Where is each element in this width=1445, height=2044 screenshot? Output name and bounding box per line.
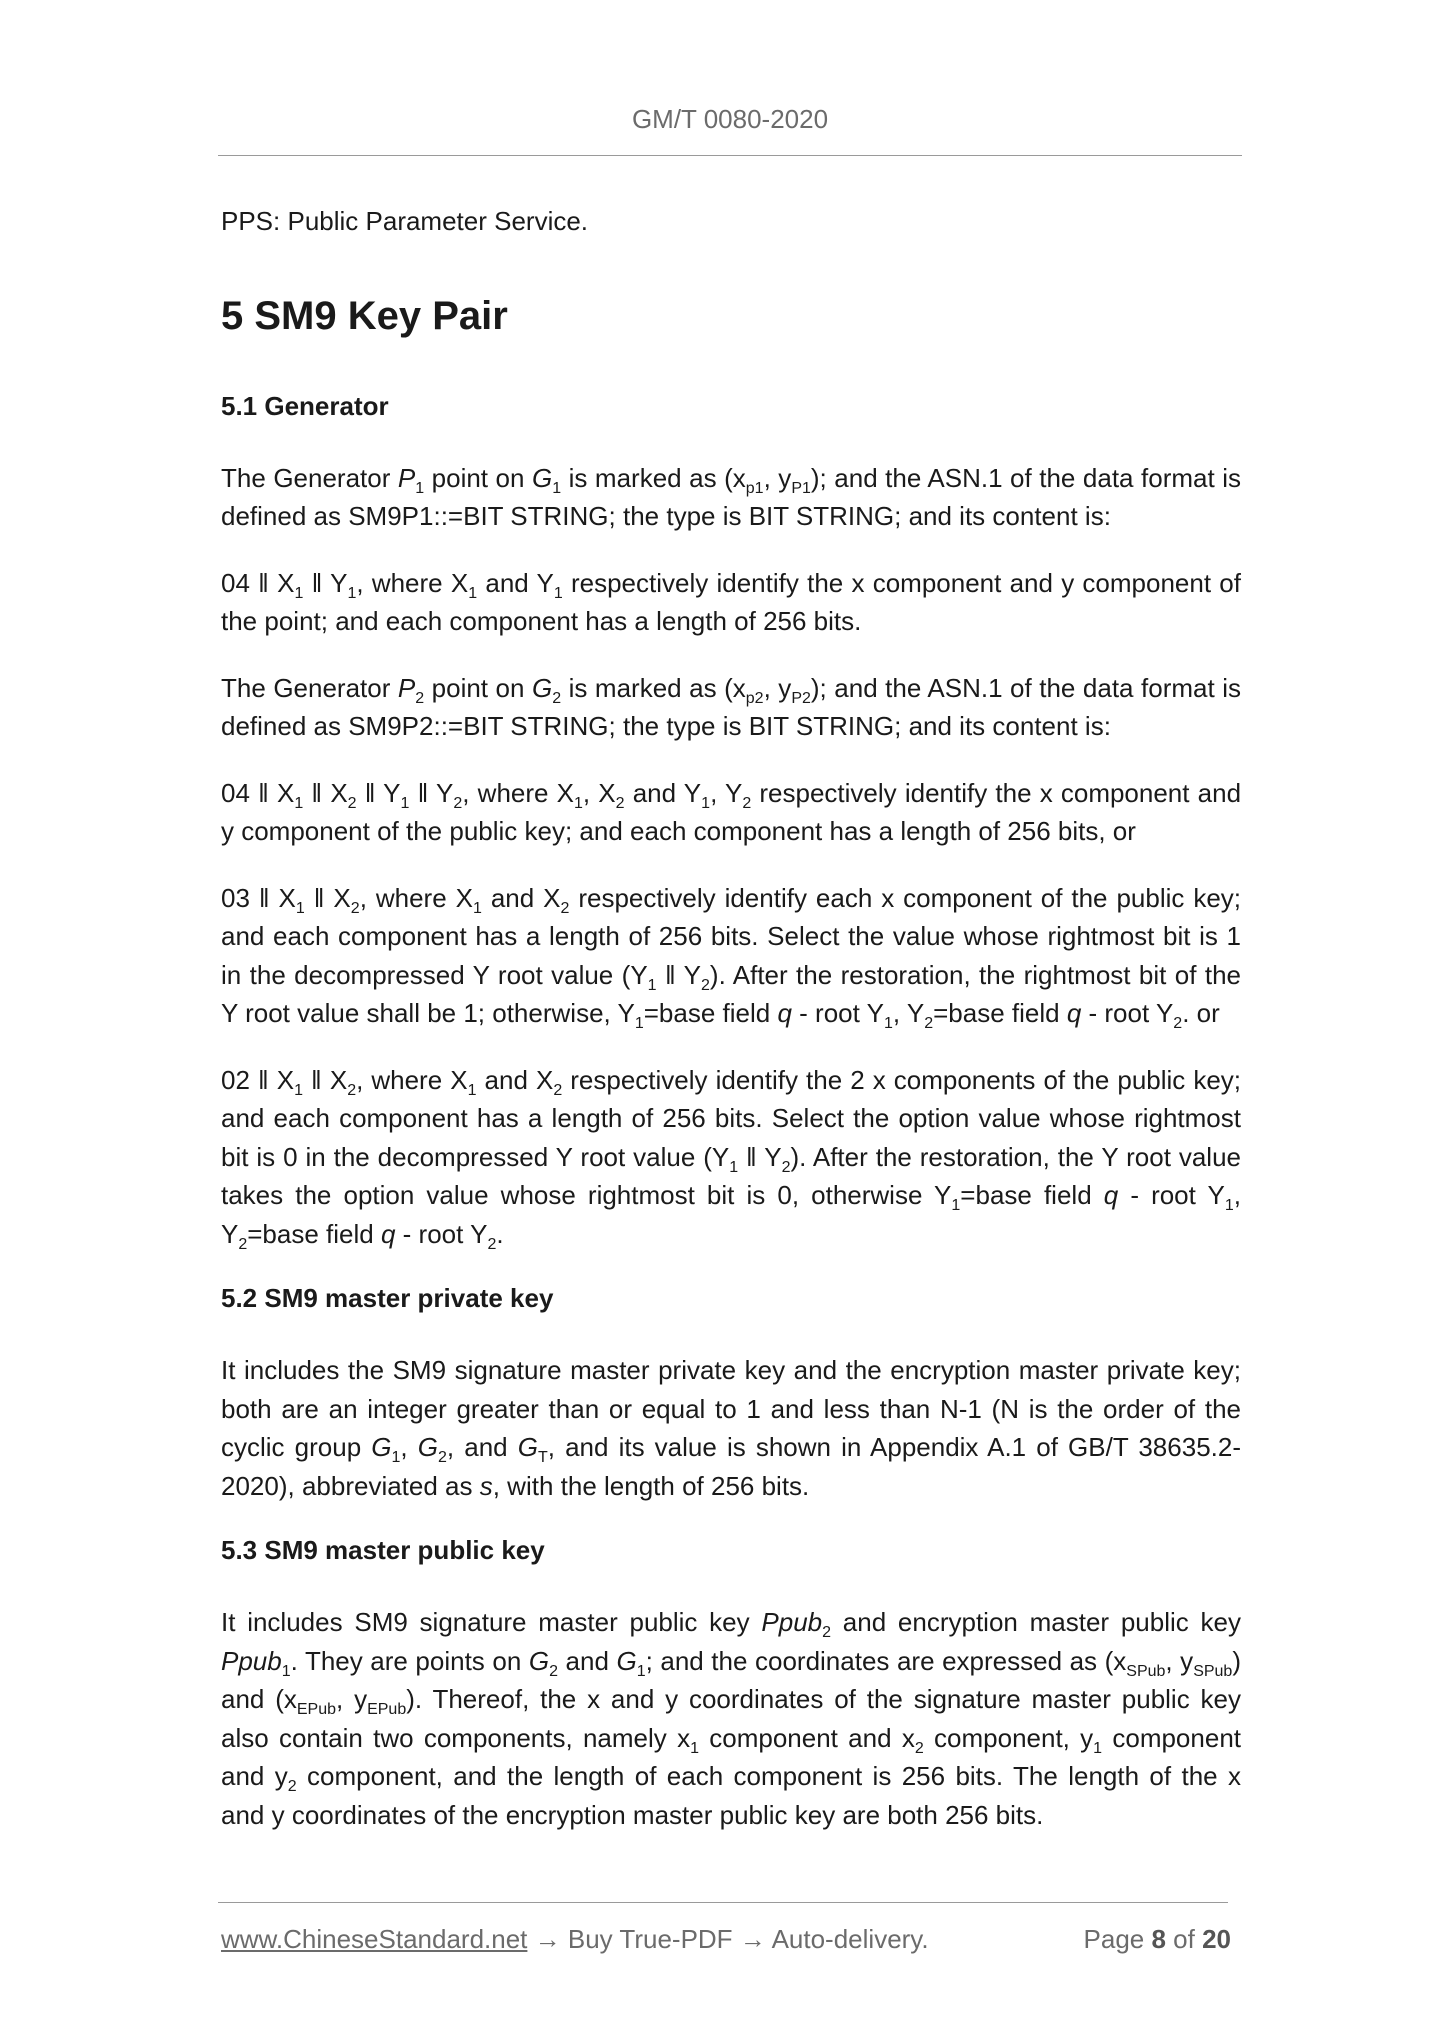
running-header: GM/T 0080-2020 bbox=[631, 104, 829, 134]
paragraph-p1-format: 04 ‖ $X_1$ ‖ $Y_1$, where $X_1$ and $Y_1$ respectively identify the x component and y component of the point; and each component has a length of 256 bits. bbox=[221, 567, 1241, 636]
subsection-title-5-3: 5.3 SM9 master public key bbox=[221, 1535, 545, 1565]
paragraph-p2-format-02: 02 ‖ $X_1$ ‖ $X_2$, where $X_1$ and $X_2$ respectively identify the 2 x components of the public key; and each component has a length of 256 bits. Select the option value whose rightmost bit is 0 in the decompressed Y root value ($Y_1$ ‖ $Y_2$). After the restoration, the Y root value takes the option value whose rightmost bit is 0, otherwise $Y_1=base$ field q - root $Y_1$, $Y_2=base$ field q - root $Y_2$. bbox=[221, 1064, 1242, 1253]
footer-divider bbox=[218, 1902, 1228, 1903]
abbreviation-pps: PPS: Public Parameter Service. bbox=[221, 206, 589, 236]
subsection-title-5-1: 5.1 Generator bbox=[221, 390, 389, 421]
paragraph-p2-format-04: 04 ‖ $X_1$ ‖ $X_2$ ‖ $Y_1$ ‖ $Y_2$, where $X_1$, $X_2$ and $Y_1$, $Y_2$ respectively identify the x component and y component of the public key; and each component has a length of 256 bits, or bbox=[221, 777, 1242, 846]
paragraph-master-private-key: It includes the SM9 signature master private key and the encryption master private key; both are an integer greater than or equal to 1 and less than N-1 (N is the order of the cyclic group $G_1$, $G_2$, and $G_T$, and its value is shown in Appendix A.1 of GB/T 38635.2-2020), abbreviated as s, with the length of 256 bits. bbox=[221, 1355, 1241, 1501]
subsection-title-5-2: 5.2 SM9 master private key bbox=[221, 1283, 554, 1313]
page-number: Page 8 of 20 bbox=[1083, 1924, 1231, 1954]
document-body bbox=[221, 202, 1241, 1862]
section-title-5: 5 SM9 Key Pair bbox=[221, 293, 508, 338]
paragraph-generator-p2: The Generator $P_2$ point on $G_2$ is marked as ($x_{p2}$, $y_{P2}$); and the ASN.1 of the data format is defined as SM9P2::=BIT STRING; the type is BIT STRING; and its content is: bbox=[221, 672, 1241, 741]
paragraph-master-public-key: It includes SM9 signature master public key Ppub$_2$ and encryption master public key Ppub$_1$. They are points on $G_2$ and $G_1$; and the coordinates are expressed as ($x_{SPub}$, $y_{SPub}$) and ($x_{EPub}$, $y_{EPub}$). Thereof, the x and y coordinates of the signature master public key also contain two components, namely $x_1$ component and $x_2$ component, $y_1$ component and $y_2$ component, and the length of each component is 256 bits. The length of the x and y coordinates of the encryption master public key are both 256 bits. bbox=[221, 1607, 1241, 1830]
website-link[interactable]: www.ChineseStandard.net bbox=[221, 1924, 528, 1954]
paragraph-p2-format-03: 03 ‖ $X_1$ ‖ $X_2$, where $X_1$ and $X_2$ respectively identify each x component of the public key; and each component has a length of 256 bits. Select the value whose rightmost bit is 1 in the decompressed Y root value ($Y_1$ ‖ $Y_2$). After the restoration, the rightmost bit of the Y root value shall be 1; otherwise, $Y_1=base$ field q - root $Y_1$, $Y_2=base$ field q - root $Y_2$. or bbox=[221, 882, 1242, 1033]
paragraph-generator-p1: The Generator $P_1$ point on $G_1$ is marked as ($x_{p1}$, $y_{P1}$); and the ASN.1 of the data format is defined as SM9P1::=BIT STRING; the type is BIT STRING; and its content is: bbox=[221, 462, 1241, 531]
page-footer bbox=[221, 1924, 1231, 1955]
footer-tagline: → Buy True-PDF → Auto-delivery. bbox=[527, 1924, 929, 1954]
header-divider bbox=[218, 155, 1242, 156]
